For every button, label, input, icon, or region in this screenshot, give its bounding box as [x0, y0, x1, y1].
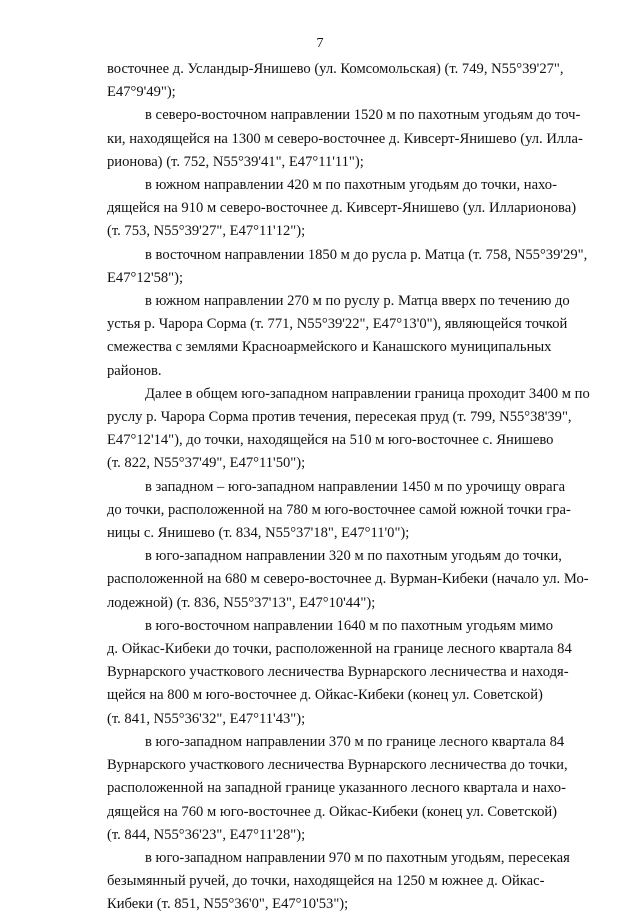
paragraph-4: в восточном направлении 1850 м до русла р. Матца (т. 758, N55°39'29", E47°12'58"); — [107, 246, 588, 286]
paragraph-6: Далее в общем юго-западном направлении граница проходит 3400 м по руслу р. Чарора Сорма против течения, пересекая пруд (т. 799, N55°38'39", E47°12'14"), до точки, находящейся на 510 м юго-восточнее с. Янишево (т. 822, N55°37'49", E47°11'50"); — [107, 385, 590, 472]
document-body — [107, 58, 597, 917]
paragraph-7: в западном – юго-западном направлении 1450 м по урочищу оврага до точки, расположенной на 780 м юго-восточнее самой южной точки гра- ницы с. Янишево (т. 834, N55°37'18", E47°11'0"); — [107, 478, 571, 542]
paragraph-9: в юго-восточном направлении 1640 м по пахотным угодьям мимо д. Ойкас-Кибеки до точки, расположенной на границе лесного квартала 84 Вурнарского участкового лесничества Вурнарского лесничества и находя- щейся на 800 м юго-восточнее д. Ойкас-Кибеки (конец ул. Советской) (т. 841, N55°36'32", E47°11'43"); — [107, 617, 572, 727]
paragraph-2: в северо-восточном направлении 1520 м по пахотным угодьям до точ- ки, находящейся на 1300 м северо-восточнее д. Кивсерт-Янишево (ул. Илла- рионова) (т. 752, N55°39'41", E47°11'11"); — [107, 107, 583, 170]
paragraph-10: в юго-западном направлении 370 м по границе лесного квартала 84 Вурнарского участкового лесничества Вурнарского лесничества до точки, расположенной на западной границе указанного лесного квартала и нахо- дящейся на 760 м юго-восточнее д. Ойкас-Кибеки (конец ул. Советской) (т. 844, N55°36'23", E47°11'28"); — [107, 733, 568, 843]
page-number: 7 — [316, 36, 324, 51]
paragraph-3: в южном направлении 420 м по пахотным угодьям до точки, нахо- дящейся на 910 м северо-восточнее д. Кивсерт-Янишево (ул. Илларионова) (т. 753, N55°39'27", E47°11'12"); — [107, 177, 577, 240]
paragraph-5: в южном направлении 270 м по руслу р. Матца вверх по течению до устья р. Чарора Сорма (т. 771, N55°39'22", E47°13'0"), являющейся точкой смежества с землями Красноармейского и Канашского муниципальных районов. — [107, 293, 570, 379]
paragraph-11: в юго-западном направлении 970 м по пахотным угодьям, пересекая безымянный ручей, до точки, находящейся на 1250 м южнее д. Ойкас- Кибеки (т. 851, N55°36'0", E47°10'53"); — [107, 849, 570, 913]
paragraph-8: в юго-западном направлении 320 м по пахотным угодьям до точки, расположенной на 680 м северо-восточнее д. Вурман-Кибеки (начало ул. Мо- лодежной) (т. 836, N55°37'13", E47°10'44"); — [107, 548, 589, 611]
paragraph-1: восточнее д. Усландыр-Янишево (ул. Комсомольская) (т. 749, N55°39'27", E47°9'49"); — [107, 61, 564, 101]
